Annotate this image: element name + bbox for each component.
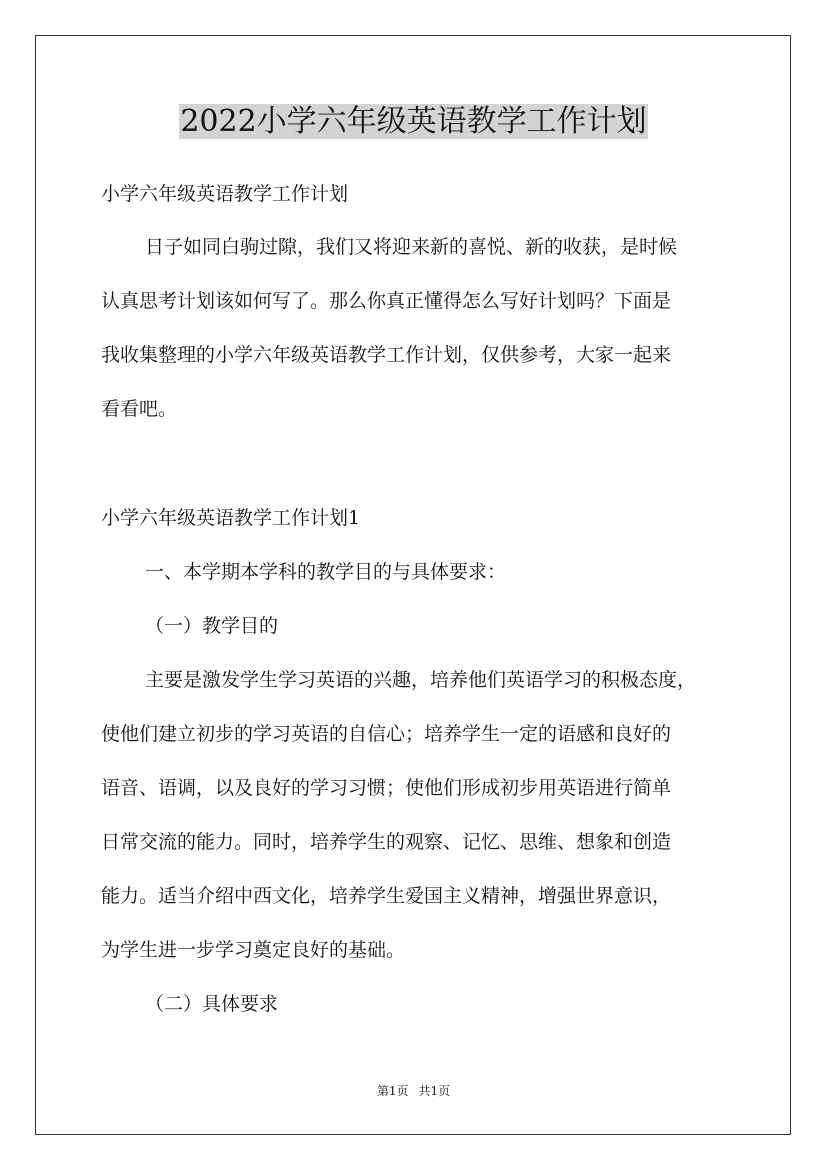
paragraph-line: 日常交流的能力。同时，培养学生的观察、记忆、思维、想象和创造 [101, 831, 672, 853]
document-title: 2022小学六年级英语教学工作计划 [180, 104, 647, 139]
paragraph-line: 认真思考计划该如何写了。那么你真正懂得怎么写好计划吗？下面是 [101, 290, 672, 312]
page-footer [0, 1083, 827, 1099]
section-heading: 小学六年级英语教学工作计划1 [101, 507, 361, 529]
paragraph-line: 我收集整理的小学六年级英语教学工作计划，仅供参考，大家一起来 [101, 344, 672, 366]
paragraph-line: 能力。适当介绍中西文化，培养学生爱国主义精神，增强世界意识， [101, 885, 672, 907]
page-number: 第1页 [376, 1084, 409, 1098]
paragraph-line: 语音、语调，以及良好的学习习惯；使他们形成初步用英语进行简单 [101, 777, 672, 799]
paragraph-line: 主要是激发学生学习英语的兴趣，培养他们英语学习的积极态度， [145, 669, 697, 691]
paragraph-line: 日子如同白驹过隙，我们又将迎来新的喜悦、新的收获，是时候 [145, 236, 678, 258]
list-heading: 一、本学期本学科的教学目的与具体要求： [145, 561, 507, 583]
section-heading: 小学六年级英语教学工作计划 [101, 183, 349, 205]
paragraph-line: 为学生进一步学习奠定良好的基础。 [101, 939, 406, 961]
paragraph-line: 使他们建立初步的学习英语的自信心；培养学生一定的语感和良好的 [101, 723, 672, 745]
page-total: 共1页 [418, 1084, 451, 1098]
sub-heading: （一）教学目的 [145, 615, 279, 637]
paragraph-line: 看看吧。 [101, 398, 178, 420]
sub-heading: （二）具体要求 [145, 993, 279, 1015]
